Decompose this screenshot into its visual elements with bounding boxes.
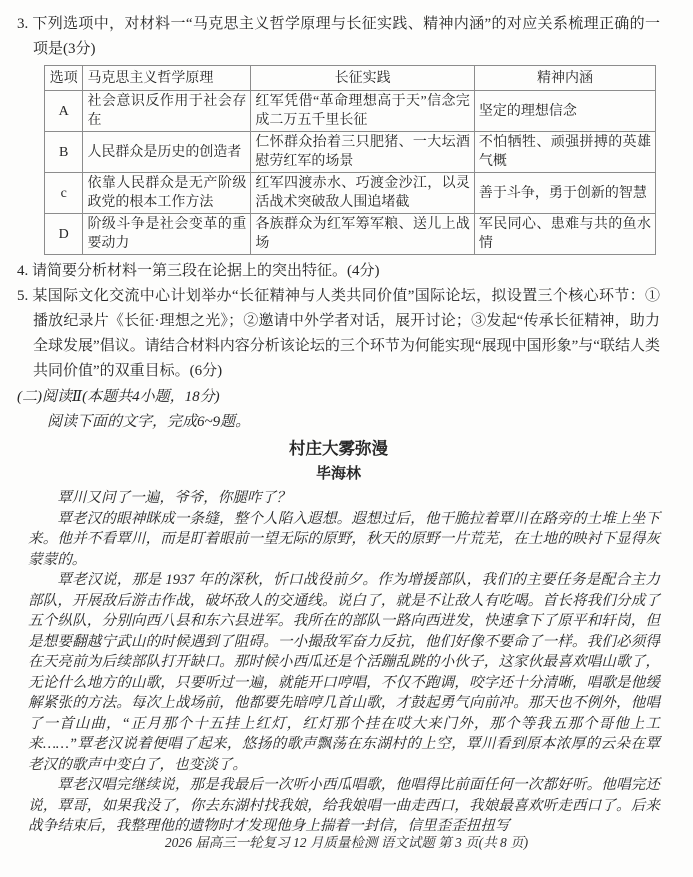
question-3-stem: 3. 下列选项中，对材料一“马克思主义哲学原理与长征实践、精神内涵”的对应关系梳理正确的一项是(3分) <box>17 16 660 57</box>
option-cell: A <box>45 91 83 132</box>
principle-cell: 社会意识反作用于社会存在 <box>83 91 251 132</box>
practice-cell: 红军四渡赤水、巧渡金沙江，以灵活战术突破敌人围追堵截 <box>251 173 475 214</box>
spirit-cell: 不怕牺牲、顽强拼搏的英雄气概 <box>474 132 655 173</box>
table-row-b <box>45 132 656 173</box>
column-header-principle: 马克思主义哲学原理 <box>83 66 251 91</box>
question-4-stem: 4. 请简要分析材料一第三段在论据上的突出特征。(4分) <box>17 263 380 279</box>
reading-section-header: (二)阅读Ⅱ(本题共4小题，18分) <box>17 389 220 405</box>
passage-paragraph: 覃川又问了一遍，爷爷，你腿咋了？ <box>57 490 291 506</box>
principle-cell: 依靠人民群众是无产阶级政党的根本工作方法 <box>83 173 251 214</box>
reading-instruction: 阅读下面的文字，完成6~9题。 <box>47 414 251 430</box>
passage-paragraph: 覃老汉说，那是 1937 年的深秋，忻口战役前夕。作为增援部队，我们的主要任务是配合主力部队，开展敌后游击作战，破坏敌人的交通线。说白了，就是不让敌人有吃喝。首长将我们分成了五个纵队，分别向西八县和东六县进军。我所在的部队一路向西进发，快速拿下了原平和轩岗，但是想要翻越宁武山的时候遇到了阻碍。一小撮敌军奋力反抗，他们好像不要命了一样。我们必须得在天亮前为后续部队打开缺口。那时候小西瓜还是个活蹦乱跳的小伙子，这家伙最喜欢唱山歌了，无论什么地方的山歌，只要听过一遍，就能开口哼唱，不仅不跑调，咬字还十分清晰，唱歌是他缓解紧张的方法。每次上战场前，他都要先暗哼几首山歌，才鼓起勇气向前冲。那天也不例外，他唱了一首山曲，“正月那个十五挂上红灯，红灯那个挂在哎大来门外，那个等我五那个哥他上工来……”覃老汉说着便唱了起来，悠扬的歌声飘荡在东湖村的上空，覃川看到原本浓厚的云朵在覃老汉的歌声中变白了，也变淡了。 <box>28 572 660 773</box>
practice-cell: 各族群众为红军筹军粮、送儿上战场 <box>251 214 475 255</box>
column-header-practice: 长征实践 <box>251 66 475 91</box>
passage-body <box>28 488 660 837</box>
table-row-c <box>45 173 656 214</box>
page-footer: 2026 届高三一轮复习 12 月质量检测 语文试题 第 3 页(共 8 页) <box>164 835 529 850</box>
passage-title: 村庄大雾弥漫 <box>289 440 388 458</box>
table-row-a <box>45 91 656 132</box>
passage-author: 毕海林 <box>315 465 361 482</box>
column-header-option: 选项 <box>45 66 83 91</box>
practice-cell: 仁怀群众抬着三只肥猪、一大坛酒慰劳红军的场景 <box>251 132 475 173</box>
practice-cell: 红军凭借“革命理想高于天”信念完成二万五千里长征 <box>251 91 475 132</box>
passage-paragraph: 覃老汉的眼神眯成一条缝，整个人陷入遐想。遐想过后，他干脆拉着覃川在路旁的土堆上坐下来。他并不看覃川，而是盯着眼前一望无际的原野，秋天的原野一片荒芜，在土地的映衬下显得灰蒙蒙的。 <box>28 510 660 568</box>
table-row-d <box>45 214 656 255</box>
principle-cell: 阶级斗争是社会变革的重要动力 <box>83 214 251 255</box>
spirit-cell: 军民同心、患难与共的鱼水情 <box>474 214 655 255</box>
question-5-stem: 5. 某国际文化交流中心计划举办“长征精神与人类共同价值”国际论坛，拟设置三个核心环节：①播放纪录片《长征·理想之光》；②邀请中外学者对话，展开讨论；③发起“传承长征精神，助力全球发展”倡议。请结合材料内容分析该论坛的三个环节为何能实现“展现中国形象”与“联结人类共同价值”的双重目标。(6分) <box>17 288 660 379</box>
column-header-spirit: 精神内涵 <box>474 66 655 91</box>
principle-cell: 人民群众是历史的创造者 <box>83 132 251 173</box>
option-cell: D <box>45 214 83 255</box>
table-header-row <box>45 66 656 91</box>
spirit-cell: 坚定的理想信念 <box>474 91 655 132</box>
option-cell: c <box>45 173 83 214</box>
correspondence-table <box>44 65 656 255</box>
option-cell: B <box>45 132 83 173</box>
spirit-cell: 善于斗争，勇于创新的智慧 <box>474 173 655 214</box>
passage-paragraph: 覃老汉唱完继续说，那是我最后一次听小西瓜唱歌，他唱得比前面任何一次都好听。他唱完还说，覃哥，如果我没了，你去东湖村找我娘，给我娘唱一曲走西口，我娘最喜欢听走西口了。后来战争结束后，我整理他的遗物时才发现他身上揣着一封信，信里歪歪扭扭写 <box>28 777 660 834</box>
